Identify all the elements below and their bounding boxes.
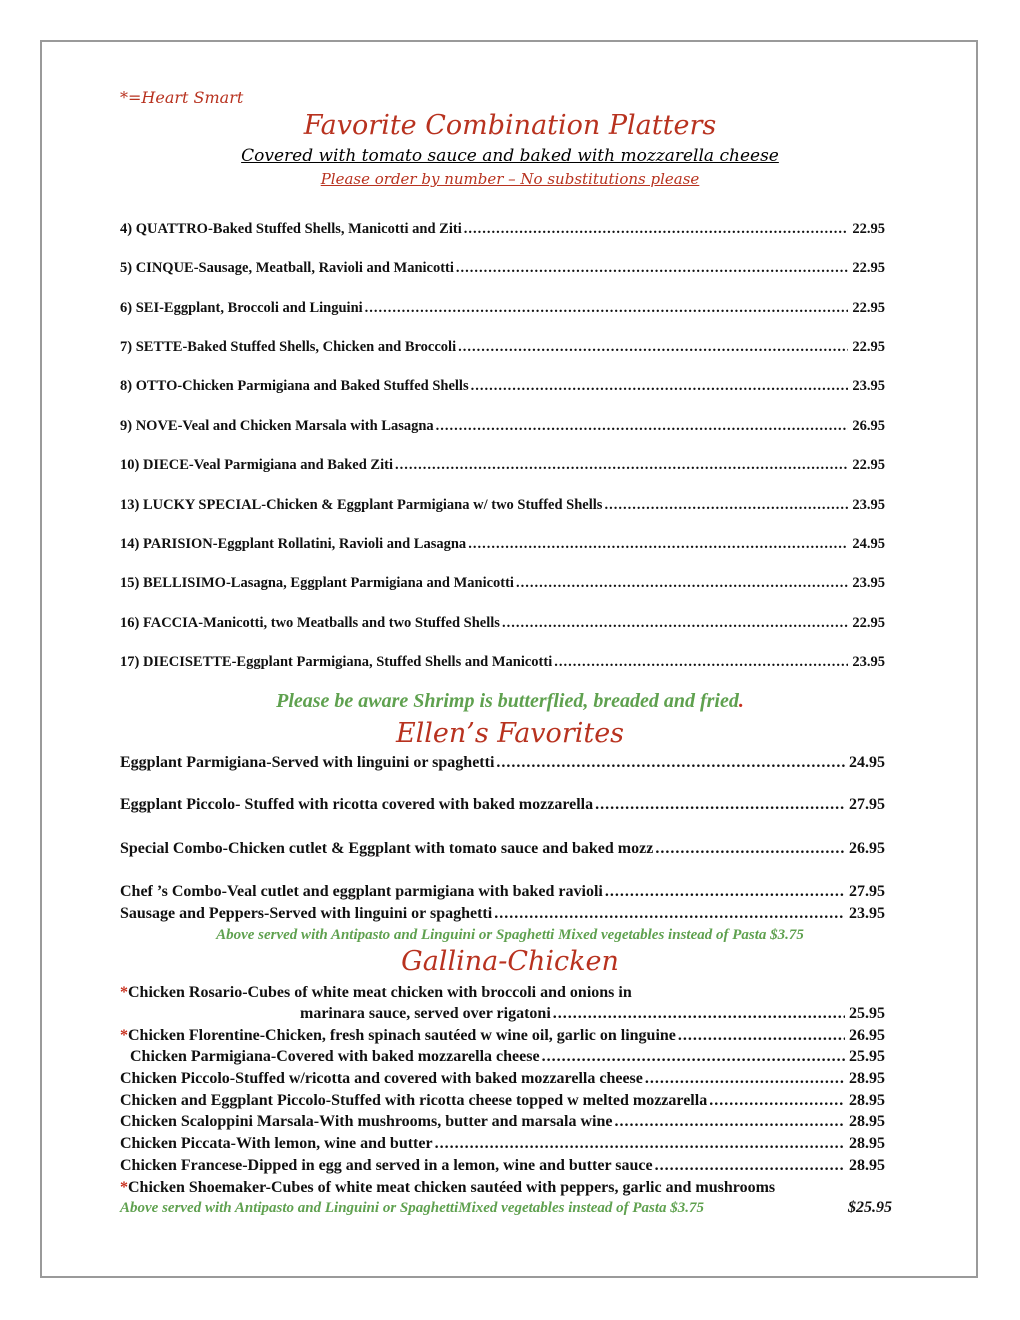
menu-item: 8) OTTO-Chicken Parmigiana and Baked Stuffed Shells ..... 23.95 (120, 378, 885, 395)
price: 23.95 (852, 575, 885, 591)
menu-item: Sausage and Peppers-Served with linguini or spaghetti ..... 23.95 (120, 905, 885, 923)
ellens-note: Above served with Antipasto and Linguini or Spaghetti Mixed vegetables instead of Pasta $3.75 (216, 927, 804, 943)
menu-item: Chicken Scaloppini Marsala-With mushrooms, butter and marsala wine ..... 28.95 (120, 1113, 885, 1131)
menu-item: 16) FACCIA-Manicotti, two Meatballs and two Stuffed Shells ..... 22.95 (120, 615, 885, 632)
shoemaker-price: $25.95 (848, 1199, 892, 1216)
price: 25.95 (849, 1048, 885, 1065)
menu-item: Chicken Parmigiana-Covered with baked mozzarella cheese ..... 25.95 (130, 1048, 885, 1066)
menu-item: 13) LUCKY SPECIAL-Chicken & Eggplant Parmigiana w/ two Stuffed Shells ..... 23.95 (120, 497, 885, 514)
platters-order-note: Please order by number – No substitutions please (320, 170, 700, 188)
menu-item: 15) BELLISIMO-Lasagna, Eggplant Parmigiana and Manicotti ..... 23.95 (120, 575, 885, 592)
menu-item: Special Combo-Chicken cutlet & Eggplant with tomato sauce and baked mozz ..... 26.95 (120, 840, 885, 858)
menu-item: Chicken and Eggplant Piccolo-Stuffed with ricotta cheese topped w melted mozzarella ..... 28.95 (120, 1092, 885, 1110)
menu-item: 14) PARISION-Eggplant Rollatini, Ravioli and Lasagna ..... 24.95 (120, 536, 885, 553)
price: 28.95 (849, 1157, 885, 1174)
price: 23.95 (849, 905, 885, 922)
chicken-note: Above served with Antipasto and Linguini or SpaghettiMixed vegetables instead of Pasta $3.75 (120, 1200, 705, 1216)
shrimp-note: Please be aware Shrimp is butterflied, breaded and fried. (276, 690, 744, 712)
price: 28.95 (849, 1070, 885, 1087)
price: 28.95 (849, 1135, 885, 1152)
price: 28.95 (849, 1113, 885, 1130)
price: 22.95 (852, 260, 885, 276)
price: 23.95 (852, 654, 885, 670)
price: 26.95 (852, 418, 885, 434)
menu-item: Chef ’s Combo-Veal cutlet and eggplant parmigiana with baked ravioli ..... 27.95 (120, 883, 885, 901)
price: 22.95 (852, 615, 885, 631)
menu-item-rosario-line1: *Chicken Rosario-Cubes of white meat chicken with broccoli and onions in (120, 984, 632, 1001)
price: 24.95 (852, 536, 885, 552)
section-title-combination-platters: Favorite Combination Platters (303, 110, 717, 141)
menu-item: 5) CINQUE-Sausage, Meatball, Ravioli and Manicotti ..... 22.95 (120, 260, 885, 277)
price: 22.95 (852, 339, 885, 355)
menu-item: 17) DIECISETTE-Eggplant Parmigiana, Stuffed Shells and Manicotti ..... 23.95 (120, 654, 885, 671)
menu-item: 4) QUATTRO-Baked Stuffed Shells, Manicotti and Ziti ..... 22.95 (120, 221, 885, 238)
menu-item-shoemaker: *Chicken Shoemaker-Cubes of white meat chicken sautéed with peppers, garlic and mushrooms (120, 1179, 776, 1196)
price: 22.95 (852, 300, 885, 316)
price: 26.95 (849, 840, 885, 857)
price: 25.95 (849, 1005, 885, 1022)
menu-item: 10) DIECE-Veal Parmigiana and Baked Ziti ..... 22.95 (120, 457, 885, 474)
menu-item: Chicken Piccolo-Stuffed w/ricotta and covered with baked mozzarella cheese ..... 28.95 (120, 1070, 885, 1088)
menu-item: Chicken Piccata-With lemon, wine and butter ..... 28.95 (120, 1135, 885, 1153)
price: 23.95 (852, 497, 885, 513)
section-title-gallina-chicken: Gallina-Chicken (401, 946, 619, 977)
price: 26.95 (849, 1027, 885, 1044)
price: 27.95 (849, 796, 885, 813)
price: 23.95 (852, 378, 885, 394)
section-title-ellens-favorites: Ellen’s Favorites (395, 718, 625, 749)
price: 22.95 (852, 221, 885, 237)
menu-item: 6) SEI-Eggplant, Broccoli and Linguini ..... 22.95 (120, 300, 885, 317)
price: 24.95 (849, 754, 885, 771)
price: 27.95 (849, 883, 885, 900)
menu-item-rosario-line2: marinara sauce, served over rigatoni ..... 25.95 (300, 1005, 885, 1023)
price: 22.95 (852, 457, 885, 473)
platters-subtitle: Covered with tomato sauce and baked with mozzarella cheese (241, 146, 779, 166)
menu-item: Eggplant Piccolo- Stuffed with ricotta covered with baked mozzarella ..... 27.95 (120, 796, 885, 814)
menu-item: 7) SETTE-Baked Stuffed Shells, Chicken and Broccoli ..... 22.95 (120, 339, 885, 356)
menu-item: Eggplant Parmigiana-Served with linguini or spaghetti ..... 24.95 (120, 754, 885, 772)
menu-item: *Chicken Florentine-Chicken, fresh spinach sautéed w wine oil, garlic on linguine ..... 26.95 (120, 1027, 885, 1045)
heart-smart-legend: *=Heart Smart (120, 88, 244, 107)
price: 28.95 (849, 1092, 885, 1109)
menu-item: 9) NOVE-Veal and Chicken Marsala with Lasagna ..... 26.95 (120, 418, 885, 435)
menu-item: Chicken Francese-Dipped in egg and served in a lemon, wine and butter sauce ..... 28.95 (120, 1157, 885, 1175)
